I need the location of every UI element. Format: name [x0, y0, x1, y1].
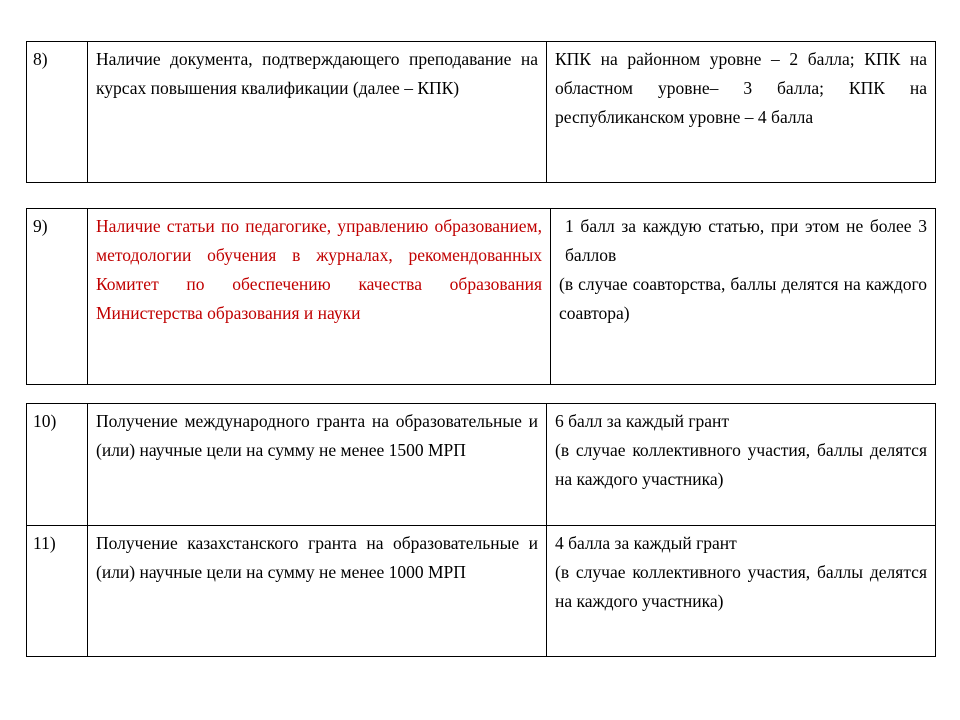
criterion-description: Получение международного гранта на образовательные и (или) научные цели на сумму не менее 1500 МРП — [88, 404, 547, 526]
criterion-score — [547, 526, 936, 657]
table-row — [27, 404, 936, 526]
criterion-score — [551, 209, 936, 385]
criterion-description: Получение казахстанского гранта на образовательные и (или) научные цели на сумму не менее 1000 МРП — [88, 526, 547, 657]
row-number: 11) — [27, 526, 88, 657]
criteria-table-8 — [26, 41, 936, 183]
criterion-score: КПК на районном уровне – 2 балла; КПК на областном уровне– 3 балла; КПК на республиканском уровне – 4 балла — [547, 42, 936, 183]
table-row — [27, 209, 936, 385]
criteria-table-10-11 — [26, 403, 936, 657]
score-note: (в случае коллективного участия, баллы делятся на каждого участника) — [555, 440, 927, 489]
criterion-description: Наличие статьи по педагогике, управлению образованием, методологии обучения в журналах, рекомендованных Комитет по обеспечению качества образования Министерства образования и науки — [88, 209, 551, 385]
table-row — [27, 526, 936, 657]
table-row — [27, 42, 936, 183]
score-rule: 6 балл за каждый грант — [555, 411, 730, 431]
row-number: 8) — [27, 42, 88, 183]
criterion-score — [547, 404, 936, 526]
criterion-description: Наличие документа, подтверждающего преподавание на курсах повышения квалификации (далее – КПК) — [88, 42, 547, 183]
score-rule: 4 балла за каждый грант — [555, 533, 737, 553]
score-note: (в случае коллективного участия, баллы делятся на каждого участника) — [555, 562, 927, 611]
score-note: (в случае соавторства, баллы делятся на каждого соавтора) — [559, 274, 927, 323]
row-number: 9) — [27, 209, 88, 385]
row-number: 10) — [27, 404, 88, 526]
criteria-table-9 — [26, 208, 936, 385]
score-rule: 1 балл за каждую статью, при этом не более 3 баллов — [565, 216, 927, 265]
